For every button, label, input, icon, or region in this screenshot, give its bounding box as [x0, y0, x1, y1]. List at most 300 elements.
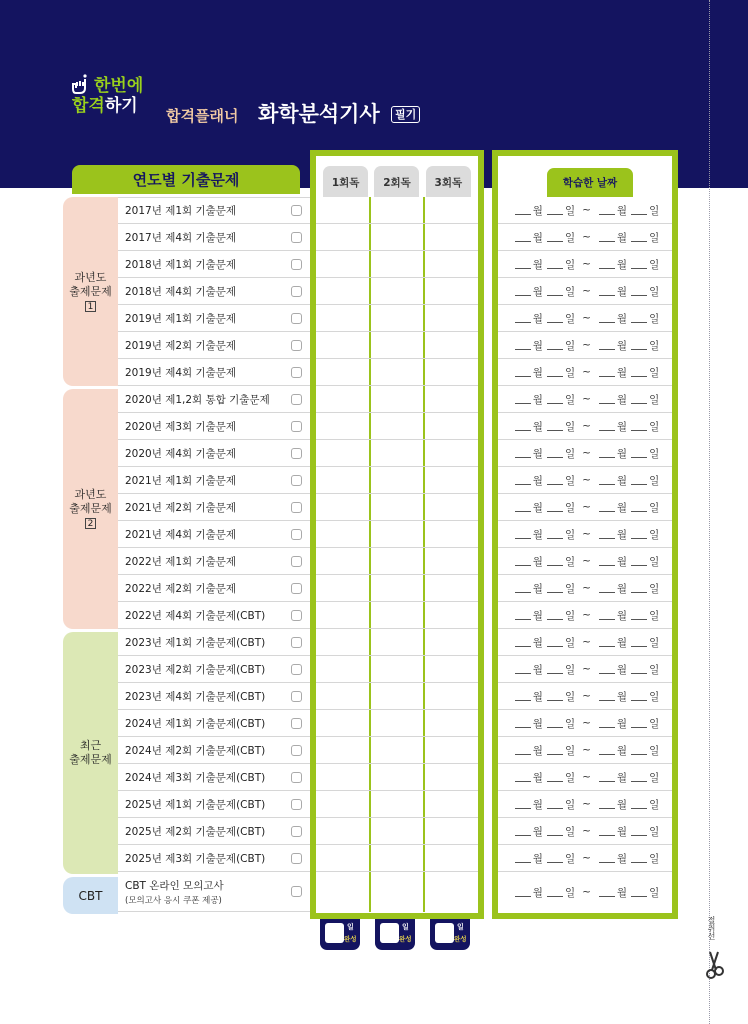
brand-logo — [72, 76, 143, 116]
reading-cell[interactable] — [371, 359, 426, 385]
reading-cell[interactable] — [371, 251, 426, 277]
reading-row — [316, 629, 478, 656]
date-row[interactable] — [498, 521, 672, 548]
reading-row — [316, 710, 478, 737]
exam-checkbox[interactable] — [291, 826, 302, 837]
month-label: 월 — [616, 204, 628, 217]
day-label: 일 — [564, 204, 576, 217]
day-label: 일 — [564, 285, 576, 298]
cut-line-label: 절취선 — [707, 916, 716, 940]
tilde: ~ — [582, 366, 591, 378]
date-row[interactable] — [498, 251, 672, 278]
reading-cell[interactable] — [371, 845, 426, 871]
date-row[interactable] — [498, 710, 672, 737]
exam-label: 2022년 제2회 기출문제 — [125, 582, 237, 595]
exam-row — [118, 737, 310, 764]
reading-cell[interactable] — [316, 413, 371, 439]
reading-cell[interactable] — [425, 251, 478, 277]
date-row[interactable] — [498, 494, 672, 521]
day-label: 일 — [649, 420, 660, 433]
date-row[interactable] — [498, 845, 672, 872]
month-label: 월 — [532, 886, 543, 899]
date-row[interactable] — [498, 440, 672, 467]
reading-cell[interactable] — [371, 602, 426, 628]
category-label: 출제문제 — [69, 502, 112, 515]
reading-cell[interactable] — [425, 440, 478, 466]
reading-cell[interactable] — [425, 791, 478, 817]
month-label: 월 — [616, 555, 628, 568]
tilde: ~ — [582, 886, 591, 898]
reading-cell[interactable] — [316, 737, 371, 763]
reading-cell[interactable] — [425, 602, 478, 628]
month-label: 월 — [532, 771, 543, 784]
day-label: 일 — [649, 886, 660, 899]
reading-cell[interactable] — [316, 278, 371, 304]
exam-label: 2018년 제4회 기출문제 — [125, 285, 237, 298]
tab-read-1: 1회독 — [323, 166, 368, 197]
exam-checkbox[interactable] — [291, 313, 302, 324]
day-label: 일 — [564, 420, 576, 433]
reading-cell[interactable] — [371, 791, 426, 817]
brand-white-text: 하기 — [104, 96, 138, 116]
category-cbt — [63, 877, 118, 914]
month-label: 월 — [616, 825, 628, 838]
exam-checkbox[interactable] — [291, 205, 302, 216]
month-label: 월 — [532, 366, 543, 379]
month-label: 월 — [616, 663, 628, 676]
reading-cell[interactable] — [316, 494, 371, 520]
reading-cell[interactable] — [371, 764, 426, 790]
reading-cell[interactable] — [316, 818, 371, 844]
reading-cell[interactable] — [371, 494, 426, 520]
reading-cell[interactable] — [425, 413, 478, 439]
exam-label: 2025년 제1회 기출문제(CBT) — [125, 798, 266, 811]
month-label: 월 — [616, 771, 628, 784]
reading-cell[interactable] — [425, 467, 478, 493]
reading-cell[interactable] — [316, 602, 371, 628]
date-row[interactable] — [498, 278, 672, 305]
category-label: CBT — [78, 888, 103, 903]
date-row[interactable] — [498, 305, 672, 332]
tilde: ~ — [582, 663, 591, 675]
reading-cell[interactable] — [425, 386, 478, 412]
exam-label: 2021년 제2회 기출문제 — [125, 501, 237, 514]
exam-row — [118, 332, 310, 359]
date-row[interactable] — [498, 791, 672, 818]
brand-green-text: 합격 — [72, 96, 105, 116]
brand-line-2 — [72, 96, 143, 116]
reading-cell[interactable] — [425, 278, 478, 304]
day-label: 일 — [564, 528, 576, 541]
day-label: 일 — [649, 447, 660, 460]
reading-cell[interactable] — [316, 386, 371, 412]
exam-checkbox[interactable] — [291, 475, 302, 486]
reading-cell[interactable] — [425, 224, 478, 250]
tilde: ~ — [582, 447, 591, 459]
tab-read-3: 3회독 — [426, 166, 471, 197]
day-label: 일 — [649, 609, 660, 622]
reading-cell[interactable] — [316, 629, 371, 655]
exam-checkbox[interactable] — [291, 853, 302, 864]
reading-cell[interactable] — [425, 548, 478, 574]
month-label: 월 — [532, 204, 543, 217]
day-label: 일 — [649, 582, 660, 595]
month-label: 월 — [616, 312, 628, 325]
category-label: 출제문제 — [69, 284, 112, 298]
reading-cell[interactable] — [371, 197, 426, 223]
day-label: 일 — [649, 528, 660, 541]
date-row[interactable] — [498, 764, 672, 791]
exam-checkbox[interactable] — [291, 583, 302, 594]
exam-label: 2025년 제3회 기출문제(CBT) — [125, 852, 266, 865]
reading-cell[interactable] — [425, 521, 478, 547]
exam-row — [118, 656, 310, 683]
reading-cell[interactable] — [316, 197, 371, 223]
date-grid — [498, 197, 672, 912]
exam-checkbox[interactable] — [291, 529, 302, 540]
day-label: 일 — [564, 231, 576, 244]
exam-label: 2018년 제1회 기출문제 — [125, 258, 237, 271]
month-label: 월 — [616, 447, 628, 460]
exam-row — [118, 251, 310, 278]
exam-row — [118, 224, 310, 251]
month-label: 월 — [616, 528, 628, 541]
date-row[interactable] — [498, 467, 672, 494]
month-label: 월 — [616, 393, 628, 406]
tilde: ~ — [582, 312, 591, 324]
reading-cell[interactable] — [371, 629, 426, 655]
day-label: 일 — [564, 555, 576, 568]
reading-cell[interactable] — [316, 791, 371, 817]
tilde: ~ — [582, 582, 591, 594]
day-label: 일 — [649, 555, 660, 568]
completion-day-input[interactable] — [325, 923, 344, 943]
reading-row — [316, 737, 478, 764]
tilde: ~ — [582, 555, 591, 567]
date-row[interactable] — [498, 737, 672, 764]
month-label: 월 — [532, 447, 543, 460]
day-label: 일 — [564, 798, 576, 811]
reading-cell[interactable] — [371, 683, 426, 709]
tilde: ~ — [582, 528, 591, 540]
reading-cell[interactable] — [316, 467, 371, 493]
completion-day-input[interactable] — [380, 923, 399, 943]
day-label: 일 — [564, 501, 576, 514]
category-past-2 — [63, 389, 118, 629]
tilde: ~ — [582, 285, 591, 297]
reading-cell[interactable] — [371, 872, 426, 912]
reading-cell[interactable] — [425, 737, 478, 763]
month-label: 월 — [532, 582, 543, 595]
date-row[interactable] — [498, 413, 672, 440]
exam-label: 2020년 제3회 기출문제 — [125, 420, 237, 433]
tilde: ~ — [582, 771, 591, 783]
subject-badge: 필기 — [391, 106, 420, 123]
date-row[interactable] — [498, 629, 672, 656]
category-number: 2 — [85, 518, 96, 529]
month-label: 월 — [532, 690, 543, 703]
reading-cell[interactable] — [316, 332, 371, 358]
reading-cell[interactable] — [316, 845, 371, 871]
exam-checkbox[interactable] — [291, 232, 302, 243]
exam-label: 2024년 제1회 기출문제(CBT) — [125, 717, 266, 730]
reading-cell[interactable] — [316, 872, 371, 912]
day-label: 일 — [649, 744, 660, 757]
exam-row — [118, 305, 310, 332]
reading-row — [316, 548, 478, 575]
exam-checkbox[interactable] — [291, 394, 302, 405]
reading-row — [316, 683, 478, 710]
exam-checkbox[interactable] — [291, 664, 302, 675]
reading-row — [316, 818, 478, 845]
day-label: 일 — [564, 771, 576, 784]
month-label: 월 — [616, 636, 628, 649]
date-row[interactable] — [498, 818, 672, 845]
day-label: 일 — [649, 231, 660, 244]
exam-checkbox[interactable] — [291, 637, 302, 648]
cbt-sublabel: (모의고사 응시 쿠폰 제공) — [125, 895, 222, 906]
day-label: 일 — [649, 501, 660, 514]
month-label: 월 — [532, 717, 543, 730]
reading-cell[interactable] — [425, 359, 478, 385]
date-row[interactable] — [498, 683, 672, 710]
exam-row — [118, 359, 310, 386]
exam-row — [118, 197, 310, 224]
exam-checkbox[interactable] — [291, 745, 302, 756]
exam-checkbox[interactable] — [291, 556, 302, 567]
exam-checkbox[interactable] — [291, 286, 302, 297]
exam-label: 2024년 제3회 기출문제(CBT) — [125, 771, 266, 784]
exam-label: 2020년 제1,2회 통합 기출문제 — [125, 393, 270, 406]
exam-checkbox[interactable] — [291, 340, 302, 351]
study-date-title: 학습한 날짜 — [547, 168, 633, 197]
brand-line-1: 한번에 — [94, 76, 144, 96]
reading-cell[interactable] — [316, 764, 371, 790]
exam-checkbox[interactable] — [291, 502, 302, 513]
tilde: ~ — [582, 825, 591, 837]
date-row[interactable] — [498, 872, 672, 912]
exam-list-title: 연도별 기출문제 — [72, 165, 300, 194]
cbt-label: CBT 온라인 모의고사 — [125, 879, 224, 892]
month-label: 월 — [616, 366, 628, 379]
reading-cell[interactable] — [371, 575, 426, 601]
tilde: ~ — [582, 501, 591, 513]
exam-label: 2023년 제4회 기출문제(CBT) — [125, 690, 266, 703]
exam-label: 2023년 제1회 기출문제(CBT) — [125, 636, 266, 649]
exam-checkbox[interactable] — [291, 799, 302, 810]
exam-checkbox[interactable] — [291, 718, 302, 729]
reading-cell[interactable] — [371, 413, 426, 439]
month-label: 월 — [616, 501, 628, 514]
exam-row — [118, 413, 310, 440]
reading-cell[interactable] — [425, 872, 478, 912]
exam-checkbox[interactable] — [291, 259, 302, 270]
tilde: ~ — [582, 852, 591, 864]
day-label: 일 — [347, 923, 354, 931]
exam-row — [118, 575, 310, 602]
reading-cell[interactable] — [316, 656, 371, 682]
exam-list — [118, 197, 310, 912]
month-label: 월 — [532, 609, 543, 622]
reading-row — [316, 494, 478, 521]
completion-badge-3 — [430, 919, 470, 950]
reading-cell[interactable] — [371, 818, 426, 844]
reading-cell[interactable] — [425, 332, 478, 358]
reading-cell[interactable] — [316, 710, 371, 736]
reading-cell[interactable] — [425, 845, 478, 871]
exam-row — [118, 494, 310, 521]
date-row[interactable] — [498, 575, 672, 602]
cut-line — [709, 0, 710, 1024]
exam-checkbox[interactable] — [291, 367, 302, 378]
reading-cell[interactable] — [425, 683, 478, 709]
reading-row — [316, 521, 478, 548]
date-row[interactable] — [498, 602, 672, 629]
reading-row — [316, 656, 478, 683]
day-label: 일 — [564, 393, 576, 406]
reading-cell[interactable] — [371, 710, 426, 736]
date-row[interactable] — [498, 332, 672, 359]
day-label: 일 — [564, 474, 576, 487]
reading-cell[interactable] — [316, 548, 371, 574]
day-label: 일 — [649, 690, 660, 703]
exam-checkbox[interactable] — [291, 691, 302, 702]
exam-checkbox[interactable] — [291, 448, 302, 459]
day-label: 일 — [649, 771, 660, 784]
exam-row — [118, 521, 310, 548]
reading-cell[interactable] — [425, 575, 478, 601]
reading-row — [316, 332, 478, 359]
cbt-checkbox[interactable] — [291, 886, 302, 897]
reading-cell[interactable] — [316, 251, 371, 277]
date-row[interactable] — [498, 197, 672, 224]
exam-row — [118, 845, 310, 872]
tilde: ~ — [582, 744, 591, 756]
reading-cell[interactable] — [371, 521, 426, 547]
day-label: 일 — [649, 663, 660, 676]
exam-checkbox[interactable] — [291, 421, 302, 432]
month-label: 월 — [532, 312, 543, 325]
exam-label: 2025년 제2회 기출문제(CBT) — [125, 825, 266, 838]
day-label: 일 — [649, 393, 660, 406]
exam-label: 2024년 제2회 기출문제(CBT) — [125, 744, 266, 757]
date-row[interactable] — [498, 224, 672, 251]
reading-cell[interactable] — [316, 224, 371, 250]
reading-cell[interactable] — [316, 440, 371, 466]
month-label: 월 — [616, 285, 628, 298]
reading-cell[interactable] — [316, 305, 371, 331]
exam-label: 2021년 제4회 기출문제 — [125, 528, 237, 541]
reading-cell[interactable] — [425, 764, 478, 790]
reading-row — [316, 872, 478, 912]
category-label: 과년도 — [74, 270, 107, 284]
category-label: 출제문제 — [69, 753, 112, 766]
category-label: 최근 — [79, 739, 102, 752]
reading-cell[interactable] — [425, 818, 478, 844]
reading-row — [316, 575, 478, 602]
month-label: 월 — [616, 582, 628, 595]
reading-cell[interactable] — [425, 710, 478, 736]
month-label: 월 — [532, 393, 543, 406]
reading-cell[interactable] — [316, 521, 371, 547]
day-label: 일 — [649, 474, 660, 487]
month-label: 월 — [532, 420, 543, 433]
date-row[interactable] — [498, 359, 672, 386]
subject-title: 화학분석기사 — [258, 102, 380, 126]
day-label: 일 — [649, 636, 660, 649]
date-row[interactable] — [498, 656, 672, 683]
reading-row — [316, 845, 478, 872]
day-label: 일 — [564, 366, 576, 379]
day-label: 일 — [649, 258, 660, 271]
reading-cell[interactable] — [425, 629, 478, 655]
done-label: 완성 — [454, 935, 467, 943]
tilde: ~ — [582, 258, 591, 270]
reading-cell[interactable] — [371, 386, 426, 412]
reading-cell[interactable] — [371, 440, 426, 466]
month-label: 월 — [616, 852, 628, 865]
reading-cell[interactable] — [371, 332, 426, 358]
day-label: 일 — [564, 663, 576, 676]
date-row[interactable] — [498, 386, 672, 413]
reading-cell[interactable] — [425, 305, 478, 331]
reading-row — [316, 224, 478, 251]
month-label: 월 — [532, 744, 543, 757]
scissors-icon — [704, 950, 726, 980]
day-label: 일 — [564, 636, 576, 649]
month-label: 월 — [616, 339, 628, 352]
month-label: 월 — [616, 258, 628, 271]
reading-cell[interactable] — [371, 224, 426, 250]
reading-cell[interactable] — [316, 575, 371, 601]
exam-checkbox[interactable] — [291, 772, 302, 783]
reading-cell[interactable] — [425, 494, 478, 520]
exam-row — [118, 764, 310, 791]
reading-row — [316, 440, 478, 467]
exam-row — [118, 467, 310, 494]
reading-cell[interactable] — [425, 656, 478, 682]
month-label: 월 — [616, 231, 628, 244]
exam-label: 2021년 제1회 기출문제 — [125, 474, 237, 487]
day-label: 일 — [564, 852, 576, 865]
reading-cell[interactable] — [371, 656, 426, 682]
day-label: 일 — [649, 285, 660, 298]
reading-cell[interactable] — [316, 683, 371, 709]
reading-cell[interactable] — [371, 737, 426, 763]
exam-row — [118, 683, 310, 710]
day-label: 일 — [649, 204, 660, 217]
month-label: 월 — [532, 231, 543, 244]
exam-checkbox[interactable] — [291, 610, 302, 621]
day-label: 일 — [564, 447, 576, 460]
day-label: 일 — [564, 582, 576, 595]
reading-cell[interactable] — [316, 359, 371, 385]
reading-cell[interactable] — [371, 305, 426, 331]
cbt-label-group — [125, 878, 224, 906]
reading-cell[interactable] — [425, 197, 478, 223]
reading-cell[interactable] — [371, 467, 426, 493]
completion-day-input[interactable] — [435, 923, 454, 943]
month-label: 월 — [532, 825, 543, 838]
tilde: ~ — [582, 609, 591, 621]
date-row[interactable] — [498, 548, 672, 575]
reading-cell[interactable] — [371, 548, 426, 574]
tab-read-2: 2회독 — [374, 166, 419, 197]
exam-label: 2017년 제1회 기출문제 — [125, 205, 237, 217]
month-label: 월 — [532, 663, 543, 676]
reading-cell[interactable] — [371, 278, 426, 304]
reading-row — [316, 251, 478, 278]
